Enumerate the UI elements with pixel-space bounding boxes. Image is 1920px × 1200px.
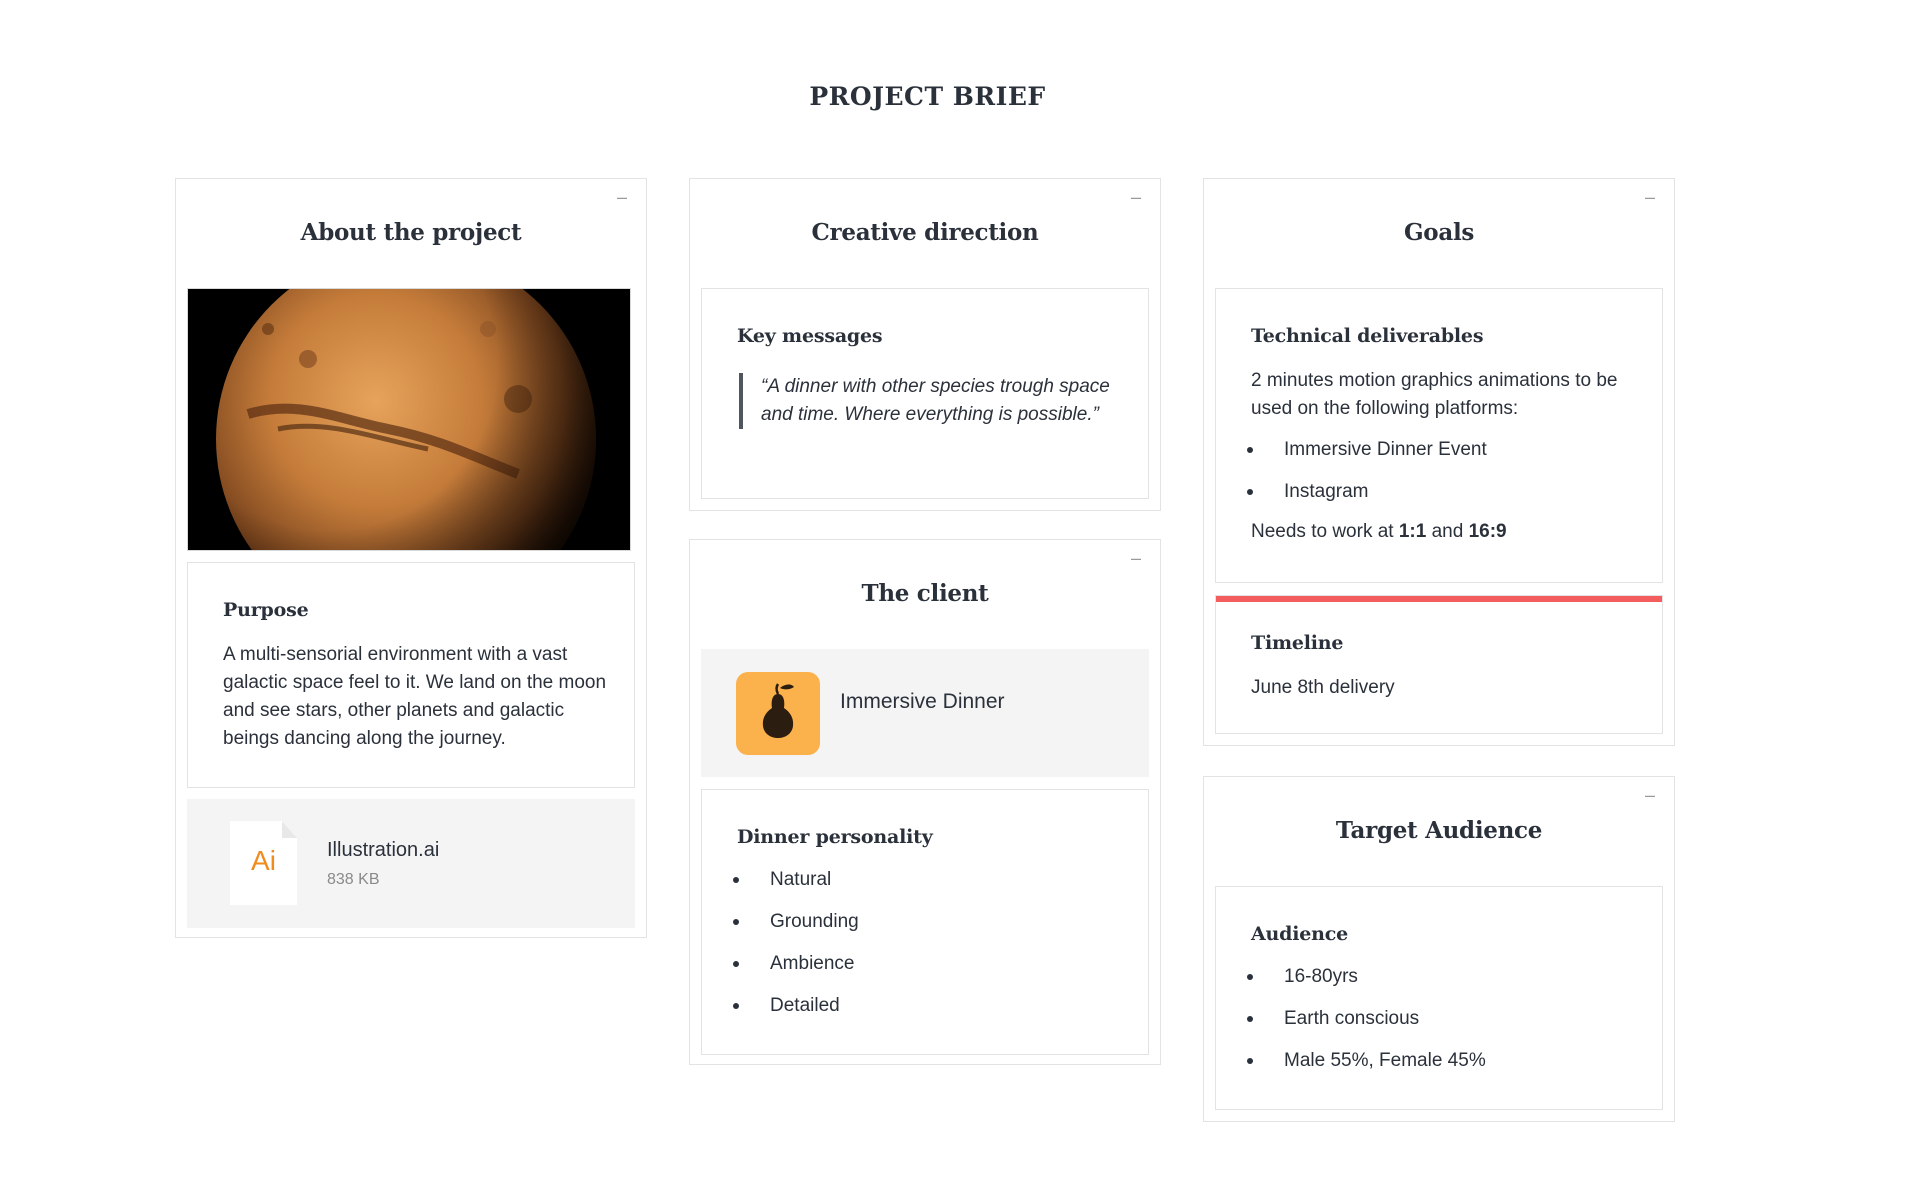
technical-deliverables-section (1215, 288, 1663, 583)
purpose-section (187, 562, 635, 788)
ratio-joiner: and (1426, 521, 1469, 542)
aspect-ratio-note (1251, 518, 1651, 546)
list-item: Earth conscious (1247, 998, 1486, 1040)
timeline-section (1215, 595, 1663, 734)
platforms-list (1247, 429, 1487, 513)
ratio-16-9: 16:9 (1468, 521, 1507, 542)
key-messages-title: Key messages (737, 325, 883, 347)
client-card (689, 539, 1161, 1065)
mars-planet-image (187, 288, 631, 551)
list-item: Instagram (1247, 471, 1487, 513)
target-audience-card (1203, 776, 1675, 1122)
technical-deliverables-title: Technical deliverables (1251, 325, 1484, 347)
client-title: The client (861, 580, 989, 607)
technical-intro: 2 minutes motion graphics animations to be used on the following platforms: (1251, 370, 1618, 419)
collapse-creative-button[interactable]: – (1130, 187, 1141, 207)
ratio-1-1: 1:1 (1398, 521, 1427, 542)
goals-title: Goals (1403, 219, 1475, 246)
timeline-title: Timeline (1251, 632, 1344, 654)
collapse-client-button[interactable]: – (1130, 548, 1141, 568)
creative-direction-card (689, 178, 1161, 511)
dinner-personality-title: Dinner personality (737, 826, 933, 848)
list-item: Detailed (733, 985, 859, 1027)
list-item: Immersive Dinner Event (1247, 429, 1487, 471)
page-title: PROJECT BRIEF (809, 82, 1046, 111)
list-item: Male 55%, Female 45% (1247, 1040, 1486, 1082)
pear-icon (736, 672, 820, 755)
collapse-about-button[interactable]: – (616, 187, 627, 207)
file-extension-label: Ai (251, 845, 276, 876)
client-name: Immersive Dinner (840, 690, 1005, 713)
file-attachment[interactable] (187, 799, 635, 928)
audience-list (1247, 956, 1486, 1082)
key-messages-section (701, 288, 1149, 499)
target-audience-title: Target Audience (1335, 817, 1543, 844)
key-message-quote: “A dinner with other species trough space and time. Where everything is possible.” (739, 373, 1119, 429)
audience-section (1215, 886, 1663, 1110)
collapse-audience-button[interactable]: – (1644, 785, 1655, 805)
about-project-title: About the project (300, 219, 522, 246)
list-item: Ambience (733, 943, 859, 985)
audience-section-title: Audience (1251, 923, 1349, 945)
personality-list (733, 859, 859, 1027)
goals-card (1203, 178, 1675, 746)
list-item: Natural (733, 859, 859, 901)
timeline-text: June 8th delivery (1251, 677, 1395, 698)
client-profile (701, 649, 1149, 777)
file-name: Illustration.ai (327, 839, 440, 861)
list-item: 16-80yrs (1247, 956, 1486, 998)
file-size: 838 KB (327, 871, 380, 888)
collapse-goals-button[interactable]: – (1644, 187, 1655, 207)
purpose-title: Purpose (223, 599, 309, 621)
list-item: Grounding (733, 901, 859, 943)
ratio-prefix: Needs to work at (1251, 521, 1399, 542)
purpose-text: A multi-sensorial environment with a vast galactic space feel to it. We land on the moon and see stars, other planets and galactic beings dancing along the journey. (223, 644, 607, 749)
dinner-personality-section (701, 789, 1149, 1055)
creative-direction-title: Creative direction (811, 219, 1039, 246)
client-logo (736, 672, 820, 755)
timeline-accent-bar (1216, 596, 1662, 602)
about-project-card (175, 178, 647, 938)
